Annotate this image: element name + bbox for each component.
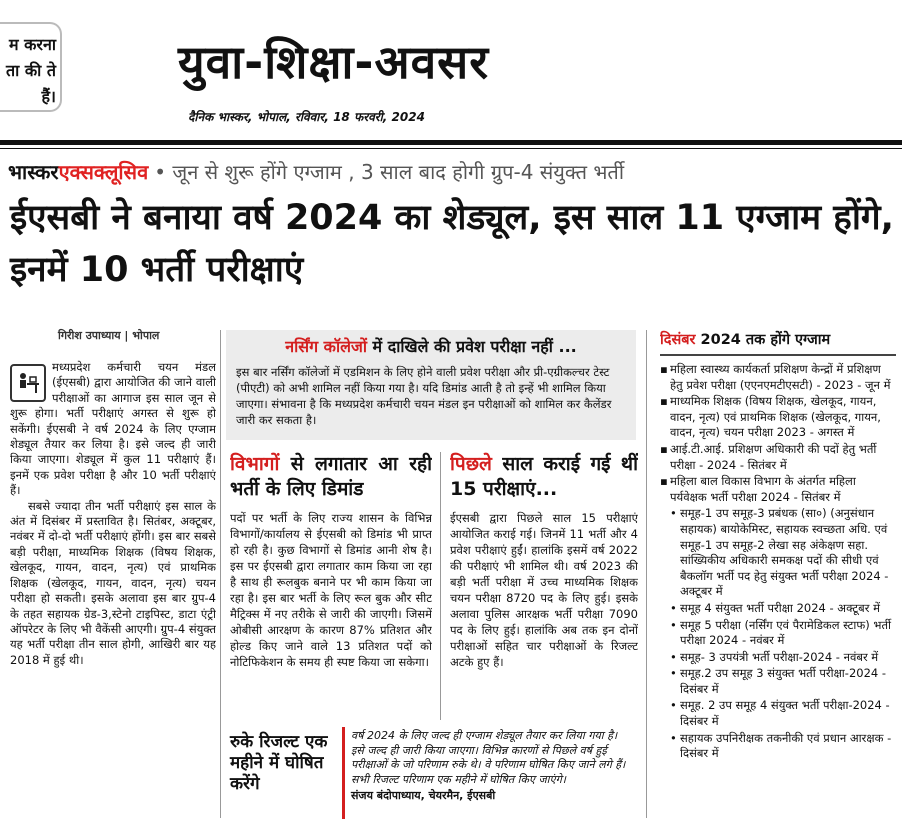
- desk-person-icon: [10, 364, 46, 402]
- schedule-title-highlight: दिसंबर: [660, 332, 696, 348]
- dateline: [188, 104, 768, 130]
- list-item: ▪ आई.टी.आई. प्रशिक्षण अधिकारी की पदों हेतु भर्ती परीक्षा - 2024 - सितंबर में: [660, 442, 896, 473]
- demand-title-rest: से लगातार आ रही भर्ती के लिए डिमांड: [230, 453, 432, 500]
- previous-page-fragment: [0, 22, 62, 112]
- demand-article: [230, 452, 432, 720]
- list-item: ▪ माध्यमिक शिक्षक (विषय शिक्षक, खेलकूद, गायन, वादन, नृत्य) एवं प्राथमिक शिक्षक (खेलकूद, गायन, वादन, नृत्य) चयन परीक्षा 2023 - अगस्त में: [660, 394, 896, 441]
- stop-results-heading: रुके रिजल्ट एक महीने में घोषित करेंगे: [230, 732, 328, 794]
- masthead-rule-thin: [0, 148, 902, 149]
- main-article: [10, 360, 216, 818]
- demand-title: [230, 452, 432, 502]
- list-item: ▪ महिला स्वास्थ्य कार्यकर्ता प्रशिक्षण केन्द्रों में प्रशिक्षण हेतु प्रवेश परीक्षा (एएनएमटीएसटी) - 2023 - जून में: [660, 362, 896, 393]
- schedule-list: [660, 362, 896, 762]
- nursing-box-title: [236, 336, 626, 358]
- column-divider: [646, 330, 647, 818]
- list-item: • सहायक उपनिरीक्षक तकनीकी एवं प्रधान आरक्षक - दिसंबर में: [660, 731, 896, 762]
- main-headline: ईएसबी ने बनाया वर्ष 2024 का शेड्यूल, इस साल 11 एग्जाम होंगे, इनमें 10 भर्ती परीक्षाएं: [10, 198, 894, 290]
- list-item: • समूह-1 उप समूह-3 प्रबंधक (सा०) (अनुसंधान सहायक) बायोकेमिस्ट, सहायक स्वच्छता अधि. एवं समूह-1 उप समूह-2 लेखा सह अंकेक्षण सहा. सांख्यिकीय अधिकारी समकक्ष पदों की सीधी एवं बैकलॉग भर्ती पद हेतु संयुक्त भर्ती परीक्षा 2024 - अक्टूबर में: [660, 506, 896, 600]
- dateline-details: , भोपाल, रविवार, 18 फरवरी, 2024: [247, 110, 425, 124]
- nursing-title-highlight: नर्सिंग कॉलेजों: [285, 337, 367, 356]
- last-year-title: [450, 452, 638, 502]
- quote-author: संजय बंदोपाध्याय, चेयरमैन, ईएसबी: [351, 789, 496, 802]
- chairman-quote: [342, 727, 638, 819]
- demand-title-highlight: विभागों: [230, 453, 280, 475]
- list-item: • समूह 4 संयुक्त भर्ती परीक्षा 2024 - अक्टूबर में: [660, 601, 896, 617]
- list-item: • समूह- 3 उपयंत्री भर्ती परीक्षा-2024 - नवंबर में: [660, 650, 896, 666]
- kicker-text: • जून से शुरू होंगे एग्जाम , 3 साल बाद होगी ग्रुप-4 संयुक्त भर्ती: [154, 160, 625, 184]
- article-paragraph: मध्यप्रदेश कर्मचारी चयन मंडल (ईएसबी) द्वारा आयोजित की जाने वाली परीक्षाओं का आगाज इस साल जून से शुरू होगा। भर्ती परीक्षाएं अगस्त से शुरू हो सकेंगी। ईएसबी ने वर्ष 2024 के लिए एग्जाम शेड्यूल तैयार कर लिया है। इसे जल्द ही जारी किया जाएगा। शेड्यूल में कुल 11 परीक्षाएं हैं। इनमें एक प्रवेश परीक्षा है और 10 भर्ती परीक्षाएं हैं।: [10, 360, 216, 498]
- schedule-title-rest: 2024 तक होंगे एग्जाम: [695, 332, 831, 348]
- nursing-box-text: इस बार नर्सिंग कॉलेजों में एडमिशन के लिए होने वाली प्रवेश परीक्षा और प्री-एग्रीकल्चर टेस्ट (पीएटी) को अभी शामिल नहीं किया गया है। यदि डिमांड आती है तो इन्हें भी शामिल किया जाएगा। संभावना है कि मध्यप्रदेश कर्मचारी चयन मंडल इन परीक्षाओं को शामिल कर कैलेंडर जारी कर सकता है।: [236, 365, 612, 427]
- previous-page-text: म करना ता की ते हैं।: [6, 35, 56, 106]
- last-year-article: [450, 452, 638, 720]
- list-item: ▪ महिला बाल विकास विभाग के अंतर्गत महिला पर्यवेक्षक भर्ती परीक्षा 2024 - सितंबर में: [660, 474, 896, 505]
- last-year-title-rest: साल कराई गई थीं 15 परीक्षाएं...: [450, 453, 638, 500]
- kicker-row: [8, 158, 898, 190]
- section-masthead: युवा-शिक्षा-अवसर: [178, 35, 490, 89]
- last-year-title-highlight: पिछले: [450, 453, 492, 475]
- byline: गिरीश उपाध्याय | भोपाल: [58, 329, 160, 342]
- masthead-rule: [0, 140, 902, 145]
- last-year-text: ईएसबी द्वारा पिछले साल 15 परीक्षाएं आयोजित कराई गई। जिनमें 11 भर्ती और 4 प्रवेश परीक्षाएं हुईं। हालांकि इसमें वर्ष 2022 की परीक्षाएं भी शामिल थी। वर्ष 2023 की बड़ी भर्ती परीक्षा में उच्च माध्यमिक शिक्षक चयन परीक्षा 8720 पद के लिए हुई। इसके अलावा पुलिस आरक्षक भर्ती परीक्षा 7090 पद के लिए हुई। हालांकि अब तक इन दोनों परीक्षाओं सहित चार परीक्षाओं के रिजल्ट अटके हुए हैं।: [450, 511, 638, 669]
- list-item: • समूह. 2 उप समूह 4 संयुक्त भर्ती परीक्षा-2024 - दिसंबर में: [660, 698, 896, 729]
- demand-text: पदों पर भर्ती के लिए राज्य शासन के विभिन्न विभागों/कार्यालय से ईएसबी को डिमांड भी प्राप्त हो रही है। कुछ विभागों से डिमांड आनी शेष है। इस पर ईएसबी द्वारा लगातार काम किया जा रहा है साथ ही रूलबुक बनाने पर भी काम किया जा रहा है। इस बार भर्ती के लिए रूल बुक और सीट मैट्रिक्स में नए तरीके से जारी की जाएगी। जिसमें ओबीसी आरक्षण के कारण 87% प्रतिशत और होल्ड किए जाने वाले 13 प्रतिशत पदों को नोटिफिकेशन के समय ही स्पष्ट किया जा सकेगा।: [230, 511, 432, 669]
- schedule-title: [660, 330, 896, 356]
- list-item: • समूह.2 उप समूह 3 संयुक्त भर्ती परीक्षा-2024 - दिसंबर में: [660, 666, 896, 697]
- nursing-entrance-box: [226, 330, 636, 440]
- exam-schedule-column: [660, 330, 896, 818]
- brand-exclusive: एक्सक्लूसिव: [58, 160, 149, 184]
- publication-name: दैनिक भास्कर: [188, 110, 248, 124]
- column-divider: [440, 452, 441, 720]
- quote-text: वर्ष 2024 के लिए जल्द ही एग्जाम शेड्यूल तैयार कर लिया गया है। इसे जल्द ही जारी किया जाएगा। विभिन्न कारणों से पिछले वर्ष हुई परीक्षाओं के जो परिणाम रुके थे। वे परिणाम घोषित किए जाने लगे हैं। सभी रिजल्ट परिणाम एक महीने में घोषित किए जाएंगे।: [351, 729, 626, 786]
- column-divider: [220, 330, 221, 818]
- list-item: • समूह 5 परीक्षा (नर्सिंग एवं पैरामेडिकल स्टाफ) भर्ती परीक्षा 2024 - नवंबर में: [660, 618, 896, 649]
- nursing-title-rest: में दाखिले की प्रवेश परीक्षा नहीं ...: [366, 337, 577, 356]
- brand-bhaskar: भास्कर: [8, 160, 59, 184]
- article-paragraph: सबसे ज्यादा तीन भर्ती परीक्षाएं इस साल के अंत में दिसंबर में प्रस्तावित है। सितंबर, अक्टूबर, नवंबर में दो-दो भर्ती परीक्षाएं होंगी। इस बार सबसे बड़ी परीक्षा, माध्यमिक शिक्षक (विषय शिक्षक, खेलकूद, गायन, वादन, नृत्य) एवं प्राथमिक शिक्षक (खेलकूद, गायन, वादन, नृत्य) चयन परीक्षा हो सकती। इसके अलावा इस बार ग्रुप-4 के तहत सहायक ग्रेड-3,स्टेनो टाइपिस्ट, डाटा एंट्री ऑपरेटर के लिए भी वैकेंसी आएगी। ग्रुप-4 संयुक्त यह भर्ती परीक्षा तीन साल होगी, आखिरी बार यह 2018 में हुई थी।: [10, 498, 216, 667]
